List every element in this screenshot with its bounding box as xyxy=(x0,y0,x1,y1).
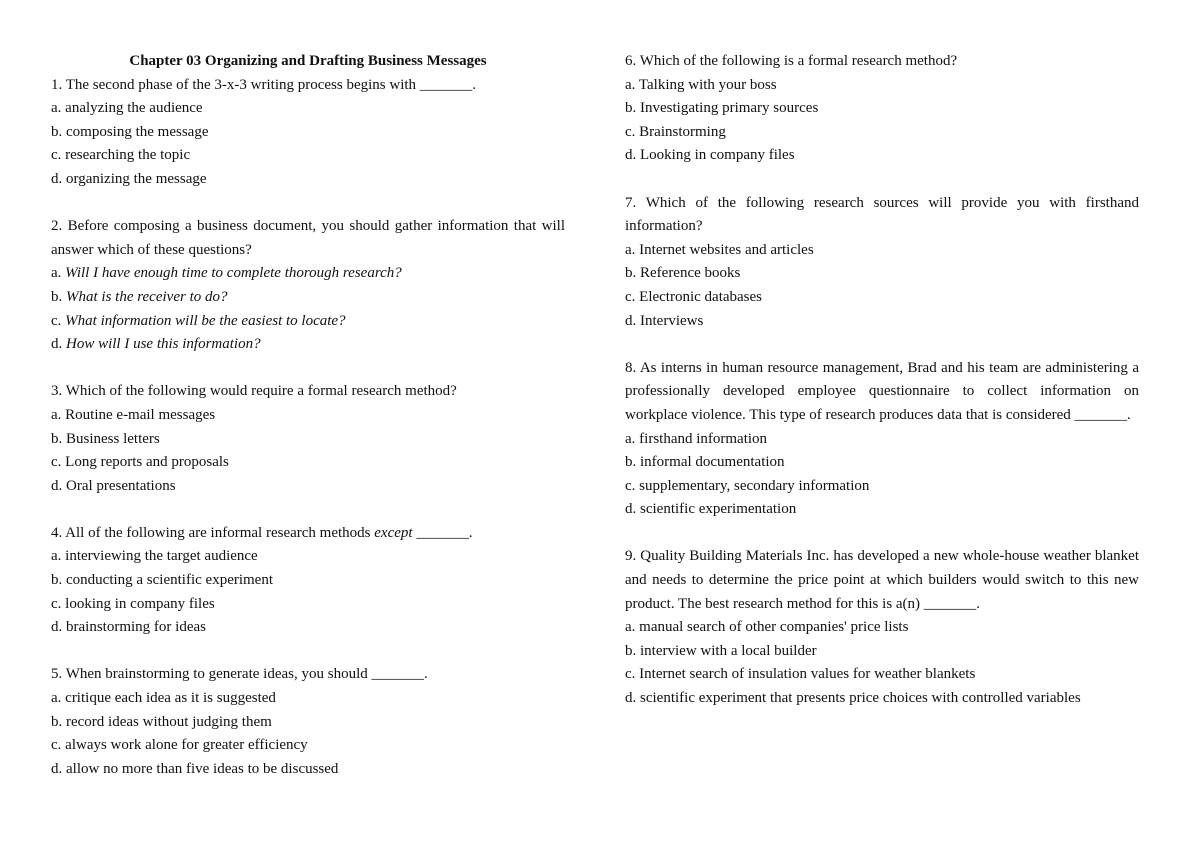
question-2 xyxy=(51,215,565,357)
question-4 xyxy=(51,522,565,640)
option-d: d. scientific experimentation xyxy=(625,501,797,518)
option-a: a. Routine e-mail messages xyxy=(51,406,216,423)
option-a: a. manual search of other companies' price lists xyxy=(625,619,909,636)
option-b: b. Reference books xyxy=(625,265,741,282)
question-6 xyxy=(625,50,1139,168)
option-b: b. interview with a local builder xyxy=(625,642,817,659)
question-text: 8. As interns in human resource management, Brad and his team are administering a professionally developed employee questionnaire to collect information on workplace violence. This type of research produces data that is considered _______. xyxy=(625,359,1139,423)
question-text: 4. All of the following are informal research methods except _______. xyxy=(51,524,473,541)
option-a: a. critique each idea as it is suggested xyxy=(51,690,276,707)
option-a: a. Will I have enough time to complete thorough research? xyxy=(51,265,402,282)
question-9 xyxy=(625,545,1139,710)
question-text: 1. The second phase of the 3-x-3 writing process begins with _______. xyxy=(51,76,477,93)
option-b: b. informal documentation xyxy=(625,454,785,471)
question-text: 7. Which of the following research sources will provide you with firsthand information? xyxy=(625,194,1139,235)
option-c: c. researching the topic xyxy=(51,147,191,164)
question-1 xyxy=(51,74,565,192)
option-b: b. composing the message xyxy=(51,123,209,140)
option-d: d. Interviews xyxy=(625,312,704,329)
option-d: d. How will I use this information? xyxy=(51,336,261,353)
question-text: 5. When brainstorming to generate ideas, you should _______. xyxy=(51,666,428,683)
option-b: b. Investigating primary sources xyxy=(625,100,819,117)
option-c: c. What information will be the easiest to locate? xyxy=(51,312,346,329)
option-d: d. brainstorming for ideas xyxy=(51,619,206,636)
option-a: a. Internet websites and articles xyxy=(625,241,814,258)
question-text: 3. Which of the following would require a formal research method? xyxy=(51,383,457,400)
question-8 xyxy=(625,357,1139,522)
option-a: a. firsthand information xyxy=(625,430,768,447)
right-column xyxy=(625,50,1139,711)
option-c: c. Brainstorming xyxy=(625,123,726,140)
option-c: c. Internet search of insulation values for weather blankets xyxy=(625,666,976,683)
question-7 xyxy=(625,192,1139,334)
option-a: a. analyzing the audience xyxy=(51,100,203,117)
question-text: 9. Quality Building Materials Inc. has developed a new whole-house weather blanket and needs to determine the price point at which builders would switch to this new product. The best research method for this is a(n) _______. xyxy=(625,548,1139,612)
question-text: 6. Which of the following is a formal research method? xyxy=(625,53,958,69)
option-d: d. organizing the message xyxy=(51,170,207,187)
option-d: d. Looking in company files xyxy=(625,147,795,164)
option-d: d. Oral presentations xyxy=(51,477,176,494)
option-a: a. interviewing the target audience xyxy=(51,548,258,565)
option-b: b. conducting a scientific experiment xyxy=(51,572,274,589)
question-5 xyxy=(51,663,565,781)
option-b: b. Business letters xyxy=(51,430,160,447)
option-c: c. looking in company files xyxy=(51,595,215,612)
option-c: c. Long reports and proposals xyxy=(51,454,229,471)
option-d: d. scientific experiment that presents price choices with controlled variables xyxy=(625,690,1081,707)
option-c: c. supplementary, secondary information xyxy=(625,477,870,494)
option-c: c. Electronic databases xyxy=(625,288,763,305)
option-c: c. always work alone for greater efficiency xyxy=(51,737,308,754)
question-3 xyxy=(51,380,565,498)
left-column xyxy=(51,50,565,781)
question-text: 2. Before composing a business document, you should gather information that will answer which of these questions? xyxy=(51,218,565,258)
option-d: d. allow no more than five ideas to be discussed xyxy=(51,760,339,777)
option-b: b. What is the receiver to do? xyxy=(51,288,228,305)
option-a: a. Talking with your boss xyxy=(625,76,777,93)
option-b: b. record ideas without judging them xyxy=(51,713,272,730)
document-title: Chapter 03 Organizing and Drafting Business Messages xyxy=(129,53,487,69)
